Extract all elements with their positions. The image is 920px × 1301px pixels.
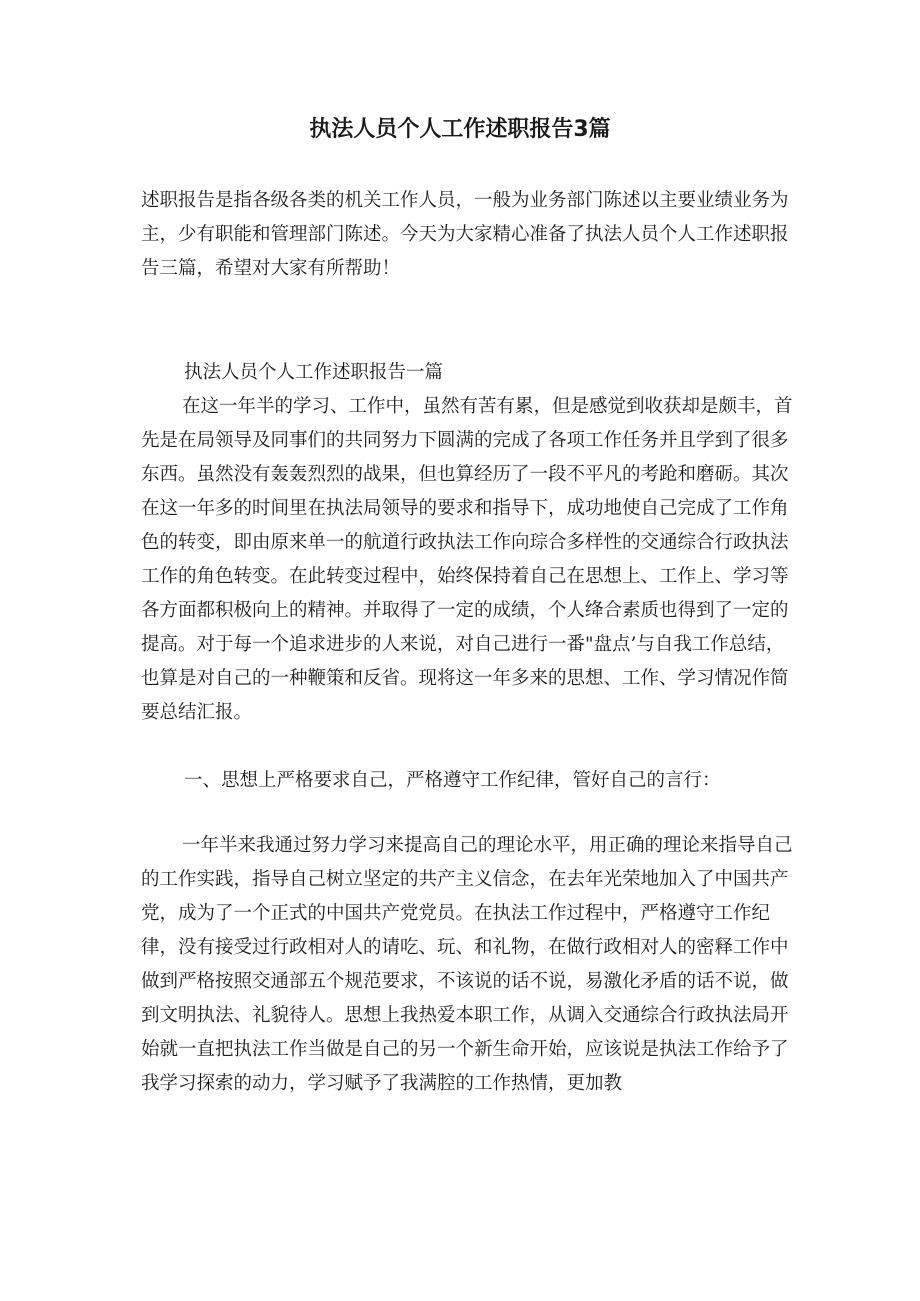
body-paragraph-2: 一年半来我通过努力学习来提高自己的理论水平，用正确的理论来指导自己的工作实践，指导自己树立坚定的共产主义信念，在去年光荣地加入了中国共产党，成为了一个正式的中国共产党党员。在执法工作过程中，严格遵守工作纪律，没有接受过行政相对人的请吃、玩、和礼物，在做行政相对人的密释工作中做到严格按照交通部五个规范要求，不该说的话不说，易激化矛盾的话不说，做到文明执法、礼貌待人。思想上我热爱本职工作，从调入交通综合行政执法局开始就一直把执法工作当做是自己的另一个新生命开始，应该说是执法工作给予了我学习探索的动力，学习赋予了我满腔的工作热情，更加教 bbox=[141, 835, 793, 1094]
section-title: 执法人员个人工作述职报告一篇 bbox=[184, 362, 444, 383]
body-paragraph-1: 在这一年半的学习、工作中，虽然有苦有累，但是感觉到收获却是颇丰，首先是在局领导及同事们的共同努力下圆满的完成了各项工作任务并且学到了很多东西。虽然没有轰轰烈烈的战果，但也算经历了一段不平凡的考跄和磨砺。其次在这一年多的时间里在执法局领导的要求和指导下，成功地使自己完成了工作角色的转变，即由原来单一的航道行政执法工作向琮合多样性的交通综合行政执法工作的角色转变。在此转变过程中，始终保持着自己在思想上、工作上、学习等各方面都积极向上的精神。并取得了一定的成绩，个人绛合素质也得到了一定的提高。对于每一个追求进步的人来说，对自己进行一番"盘点’与自我工作总结，也算是对自己的一种鞭策和反省。现将这一年多来的思想、工作、学习情况作简要总结汇报。 bbox=[141, 396, 793, 723]
intro-paragraph: 述职报告是指各级各类的机关工作人员，一般为业务部门陈述以主要业绩业务为主，少有职能和管理部门陈述。今天为大家精心准备了执法人员个人工作述职报告三篇，希望对大家有所帮助！ bbox=[141, 190, 789, 279]
document-title: 执法人员个人工作述职报告3篇 bbox=[309, 117, 611, 142]
section-heading-1: 一、思想上严格要求自己，严格遵守工作纪律，管好自己的言行： bbox=[184, 770, 721, 791]
